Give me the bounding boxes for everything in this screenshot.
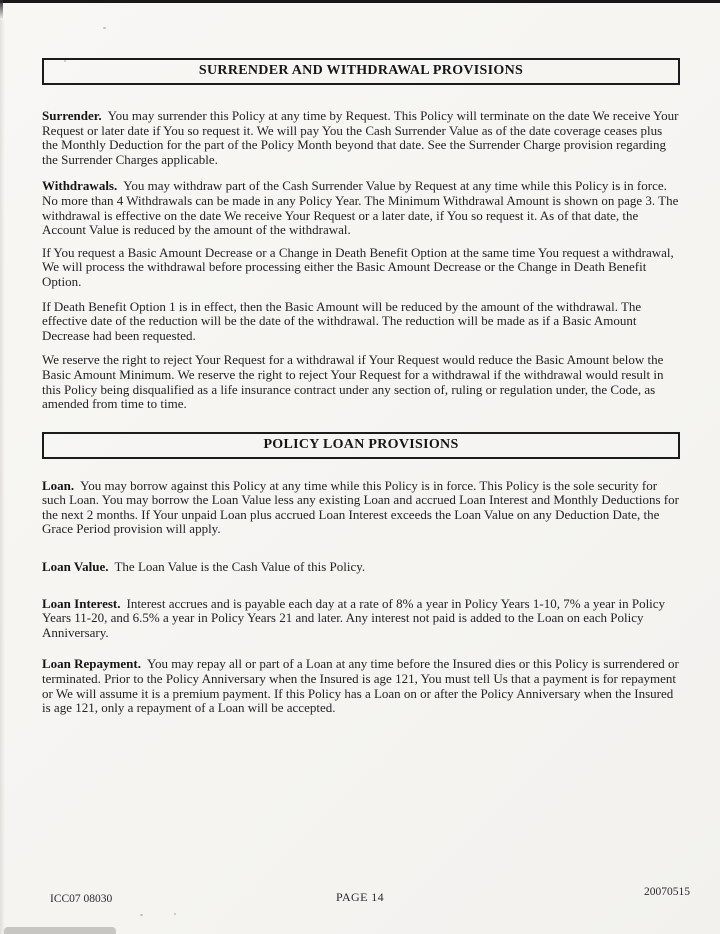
paragraph-lead-loan-repayment: Loan Repayment. [42, 656, 141, 672]
scan-speck [174, 913, 176, 915]
scan-edge-left-shade [0, 20, 5, 934]
paragraph-withdrawals [42, 179, 680, 237]
scan-speck [140, 914, 143, 916]
section-header-policy-loan: POLICY LOAN PROVISIONS [42, 432, 680, 459]
paragraph-loan-interest [42, 597, 680, 641]
paragraph-lead-loan: Loan. [42, 477, 75, 493]
paragraph-death-benefit-option [42, 300, 680, 344]
paragraph-surrender [42, 109, 680, 167]
paragraph-lead-withdrawals: Withdrawals. [42, 178, 118, 194]
footer-page-number: PAGE 14 [335, 890, 385, 904]
paragraph-loan-repayment [42, 657, 680, 715]
document-body [42, 58, 680, 716]
paragraph-text: You may repay all or part of a Loan at any time before the Insured dies or this Policy is surrendered or terminated. Prior to the Policy Anniversary when the Insured is age 121, You must tell Us that a payment is for repayment or We will assume it is a premium payment. If this Policy has a Loan on or after the Policy Anniversary when the Insured is age 121, only a repayment of a Loan will be accepted. [42, 656, 679, 716]
paragraph-lead-surrender: Surrender. [42, 108, 102, 123]
paragraph-withdrawal-processing [42, 246, 680, 290]
paragraph-text: If You request a Basic Amount Decrease or a Change in Death Benefit Option at the same time You request a withdrawal, We will process the withdrawal before processing either the Basic Amount Decrease or the Change in Death Benefit Option. [42, 244, 674, 289]
scan-edge-left-notch [0, 0, 3, 20]
paragraph-text: We reserve the right to reject Your Request for a withdrawal if Your Request would reduce the Basic Amount below the Basic Amount Minimum. We reserve the right to reject Your Request for a withdrawal if the withdrawal would result in this Policy being disqualified as a life insurance contract under any section of, ruling or regulation under, the Code, as amended from time to time. [42, 352, 664, 412]
paragraph-text: Interest accrues and is payable each day at a rate of 8% a year in Policy Years 1-10, 7% a year in Policy Years 11-20, and 6.5% a year in Policy Years 21 and later. Any interest not paid is added to the Loan on each Policy Anniversary. [42, 595, 666, 640]
paragraph-text: You may withdraw part of the Cash Surrender Value by Request at any time while this Policy is in force. No more than 4 Withdrawals can be made in any Policy Year. The Minimum Withdrawal Amount is shown on page 3. The withdrawal is effective on the date We receive Your Request or a later date, if You so request it. As of that date, the Account Value is reduced by the amount of the withdrawal. [42, 178, 679, 238]
paragraph-text: If Death Benefit Option 1 is in effect, then the Basic Amount will be reduced by the amount of the withdrawal. The effective date of the reduction will be the date of the withdrawal. The reduction will be made as if a Basic Amount Decrease had been requested. [42, 298, 642, 343]
scan-edge-top [0, 0, 720, 3]
scan-artifact-bottom-band [4, 927, 116, 934]
paragraph-lead-loan-value: Loan Value. [42, 559, 109, 575]
paragraph-text: You may borrow against this Policy at any time while this Policy is in force. This Policy is the sole security for such Loan. You may borrow the Loan Value less any existing Loan and accrued Loan Interest and Monthly Deductions for the next 2 months. If Your unpaid Loan plus accrued Loan Interest exceeds the Loan Value on any Deduction Date, the Grace Period provision will apply. [42, 477, 679, 537]
paragraph-text: You may surrender this Policy at any time by Request. This Policy will terminate on the date We receive Your Request or later date if You so request it. We will pay You the Cash Surrender Value as of the date coverage ceases plus the Monthly Deduction for the part of the Policy Month beyond that date. See the Surrender Charge provision regarding the Surrender Charges applicable. [42, 108, 679, 167]
footer-date-code: 20070515 [644, 886, 690, 898]
scan-speck [103, 27, 106, 29]
footer-form-number: ICC07 08030 [50, 893, 113, 905]
paragraph-reject-withdrawal [42, 353, 680, 411]
paragraph-loan-value [42, 560, 680, 575]
paragraph-loan [42, 479, 680, 537]
paragraph-lead-loan-interest: Loan Interest. [42, 595, 121, 611]
section-header-surrender-withdrawal: SURRENDER AND WITHDRAWAL PROVISIONS [42, 58, 680, 85]
paragraph-text: The Loan Value is the Cash Value of this Policy. [114, 559, 366, 575]
